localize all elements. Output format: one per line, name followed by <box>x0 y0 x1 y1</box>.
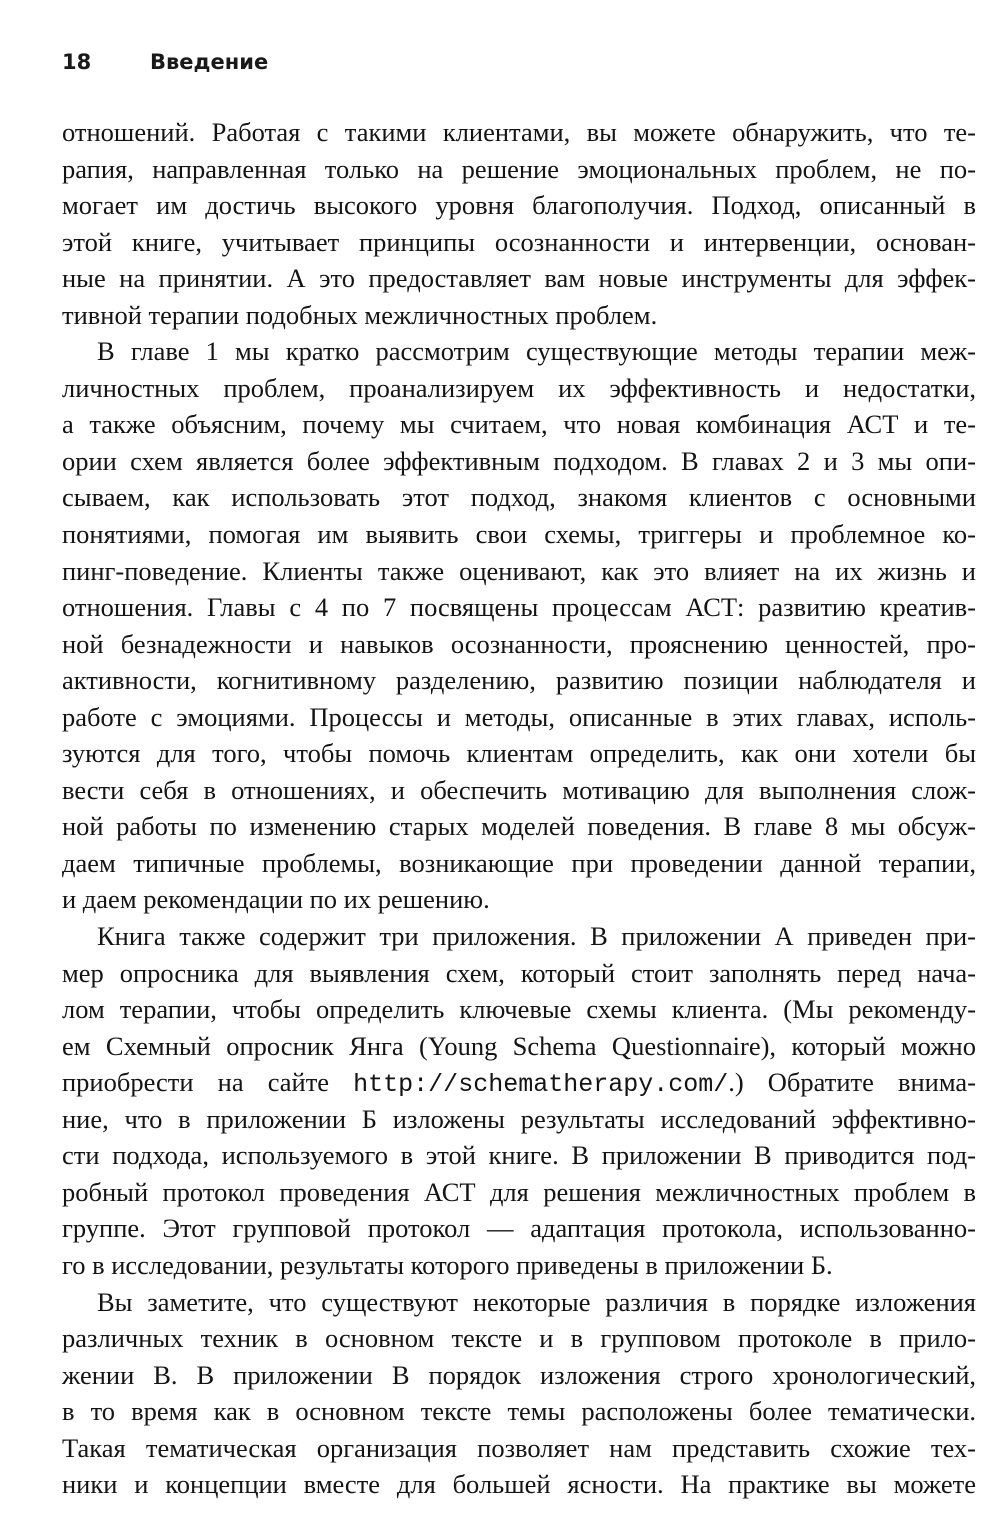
text-line: ные на принятии. А это предоставляет вам новые инструменты для эффек- <box>62 263 976 294</box>
text-line: тивной терапии подобных межличностных проблем. <box>62 299 658 330</box>
text-line: отношения. Главы с 4 по 7 посвящены процессам АСТ: развитию креатив- <box>62 592 976 623</box>
text-line: сываем, как использовать этот подход, знакомя клиентов с основными <box>62 482 976 513</box>
text-line: в то время как в основном тексте темы расположены более тематически. <box>62 1396 976 1427</box>
text-line: робный протокол проведения АСТ для решения межличностных проблем в <box>62 1176 976 1207</box>
text-line: этой книге, учитывает принципы осознанности и интервенции, основан- <box>62 226 976 257</box>
section-title: Введение <box>150 50 269 74</box>
paragraph <box>62 114 976 333</box>
text-line <box>62 1064 976 1101</box>
text-line: ной безнадежности и навыков осознанности, прояснению ценностей, про- <box>62 628 976 659</box>
text-line: Вы заметите, что существуют некоторые различия в порядке изложения <box>97 1286 976 1317</box>
text-line: ние, что в приложении Б изложены результаты исследований эффективно- <box>62 1103 976 1134</box>
body-text <box>62 114 976 1503</box>
text-line: могает им достичь высокого уровня благополучия. Подход, описанный в <box>62 190 976 221</box>
text-line: го в исследовании, результаты которого приведены в приложении Б. <box>62 1249 833 1280</box>
text-line: различных техник в основном тексте и в групповом протоколе в прило- <box>62 1323 976 1354</box>
text-line: рапия, направленная только на решение эмоциональных проблем, не по- <box>62 153 976 184</box>
text-line: активности, когнитивному разделению, развитию позиции наблюдателя и <box>62 665 976 696</box>
text-line: даем типичные проблемы, возникающие при проведении данной терапии, <box>62 847 976 878</box>
text-line: личностных проблем, проанализируем их эффективность и недостатки, <box>62 372 976 403</box>
text-line: ем Схемный опросник Янга (Young Schema Questionnaire), который можно <box>62 1030 976 1061</box>
paragraph <box>62 333 976 918</box>
paragraph <box>62 918 976 1283</box>
text-line: ории схем является более эффективным подходом. В главах 2 и 3 мы опи- <box>62 445 976 476</box>
text-line: сти подхода, используемого в этой книге. В приложении В приводится под- <box>62 1140 976 1171</box>
text-line: зуются для того, чтобы помочь клиентам определить, как они хотели бы <box>62 738 976 769</box>
text-line: жении В. В приложении В порядок изложения строго хронологический, <box>62 1359 976 1390</box>
text-line: В главе 1 мы кратко рассмотрим существующие методы терапии меж- <box>97 336 976 367</box>
text-line: ники и концепции вместе для большей ясности. На практике вы можете <box>62 1469 976 1500</box>
paragraph <box>62 1284 976 1503</box>
text-segment: приобрести на сайте <box>62 1067 354 1098</box>
text-line: понятиями, помогая им выявить свои схемы, триггеры и проблемное ко- <box>62 519 976 550</box>
text-line: и даем рекомендации по их решению. <box>62 884 490 915</box>
text-line: ной работы по изменению старых моделей поведения. В главе 8 мы обсуж- <box>62 811 976 842</box>
text-line: работе с эмоциями. Процессы и методы, описанные в этих главах, исполь- <box>62 701 976 732</box>
text-line: мер опросника для выявления схем, который стоит заполнять перед нача- <box>62 957 976 988</box>
text-line: а также объясним, почему мы считаем, что новая комбинация АСТ и те- <box>62 409 976 440</box>
text-line: лом терапии, чтобы определить ключевые схемы клиента. (Мы рекоменду- <box>62 994 976 1025</box>
url-link: http://schematherapy.com/ <box>353 1070 729 1100</box>
page-number: 18 <box>62 50 92 74</box>
text-line: отношений. Работая с такими клиентами, вы можете обнаружить, что те- <box>62 117 976 147</box>
text-line: Книга также содержит три приложения. В приложении А приведен при- <box>97 921 976 952</box>
text-line: Такая тематическая организация позволяет нам представить схожие тех- <box>62 1432 976 1463</box>
text-segment: .) Обратите внима- <box>728 1067 976 1098</box>
text-line: вести себя в отношениях, и обеспечить мотивацию для выполнения слож- <box>62 774 976 805</box>
text-line: пинг-поведение. Клиенты также оценивают, как это влияет на их жизнь и <box>62 555 976 586</box>
text-line: группе. Этот групповой протокол — адаптация протокола, использованно- <box>62 1213 976 1244</box>
